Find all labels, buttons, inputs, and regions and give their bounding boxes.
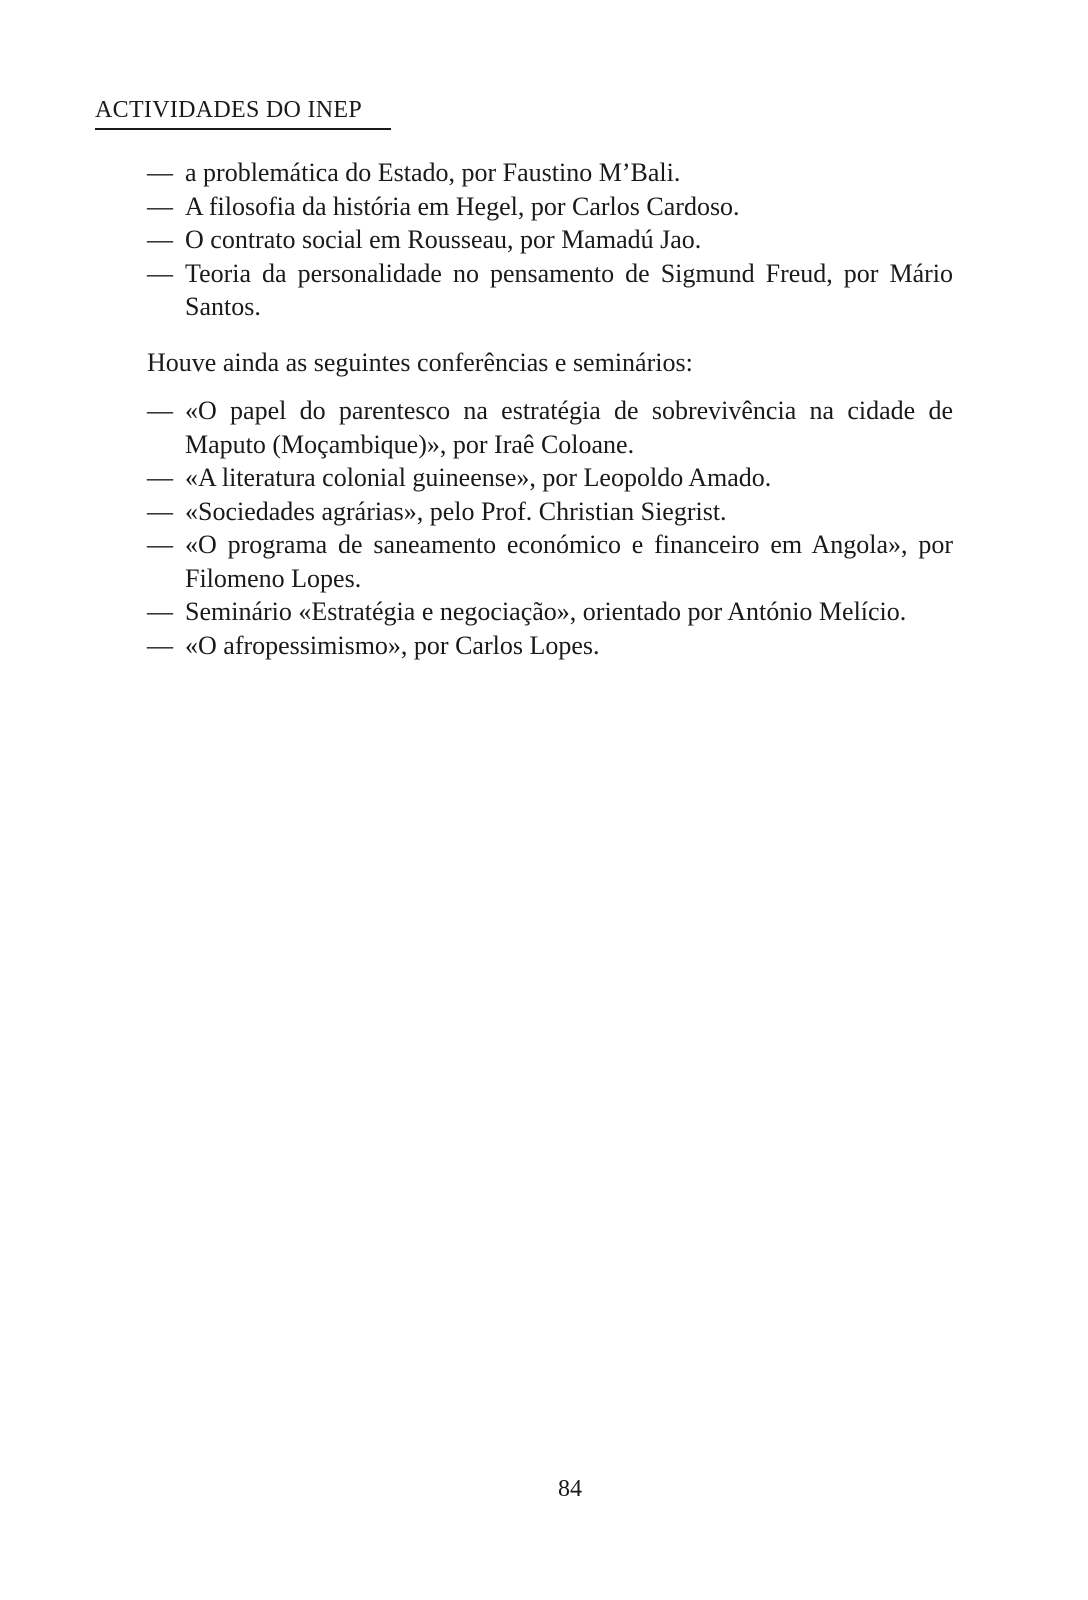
list-item bbox=[147, 528, 953, 595]
list-item bbox=[147, 595, 953, 629]
list-item-text: «A literatura colonial guineense», por Leopoldo Amado. bbox=[185, 463, 772, 492]
list-item-text: A filosofia da história em Hegel, por Carlos Cardoso. bbox=[185, 191, 740, 221]
em-dash: — bbox=[147, 630, 173, 660]
em-dash: — bbox=[147, 191, 173, 221]
list-item bbox=[147, 495, 953, 529]
list-item-text: «O papel do parentesco na estratégia de sobrevivência na cidade de Maputo (Moçambique)», por Iraê Coloane. bbox=[185, 396, 953, 459]
em-dash: — bbox=[147, 463, 173, 492]
em-dash: — bbox=[147, 225, 173, 254]
list-item bbox=[147, 223, 953, 257]
list-item bbox=[147, 257, 953, 324]
intro-paragraph bbox=[147, 346, 953, 380]
list-item-text: a problemática do Estado, por Faustino M’Bali. bbox=[185, 158, 681, 187]
lecture-list bbox=[147, 156, 953, 324]
em-dash: — bbox=[147, 597, 173, 626]
list-item bbox=[147, 190, 953, 224]
running-header: ACTIVIDADES DO INEP bbox=[95, 95, 391, 130]
em-dash: — bbox=[147, 496, 173, 526]
list-item-text: «O programa de saneamento económico e financeiro em Angola», por Filomeno Lopes. bbox=[185, 530, 953, 593]
list-item bbox=[147, 394, 953, 461]
list-item bbox=[147, 461, 953, 495]
page-number: 84 bbox=[558, 1476, 582, 1502]
list-item-text: «O afropessimismo», por Carlos Lopes. bbox=[185, 630, 600, 660]
list-item-text: Teoria da personalidade no pensamento de Sigmund Freud, por Mário Santos. bbox=[185, 258, 953, 321]
list-item bbox=[147, 629, 953, 663]
list-item bbox=[147, 156, 953, 190]
em-dash: — bbox=[147, 258, 173, 288]
em-dash: — bbox=[147, 530, 173, 559]
conference-list bbox=[147, 394, 953, 662]
intro-text: Houve ainda as seguintes conferências e seminários: bbox=[147, 348, 693, 377]
em-dash: — bbox=[147, 396, 173, 425]
list-item-text: O contrato social em Rousseau, por Mamadú Jao. bbox=[185, 225, 702, 254]
list-item-text: Seminário «Estratégia e negociação», orientado por António Melício. bbox=[185, 597, 907, 626]
list-item-text: «Sociedades agrárias», pelo Prof. Christian Siegrist. bbox=[185, 496, 727, 526]
em-dash: — bbox=[147, 158, 173, 187]
